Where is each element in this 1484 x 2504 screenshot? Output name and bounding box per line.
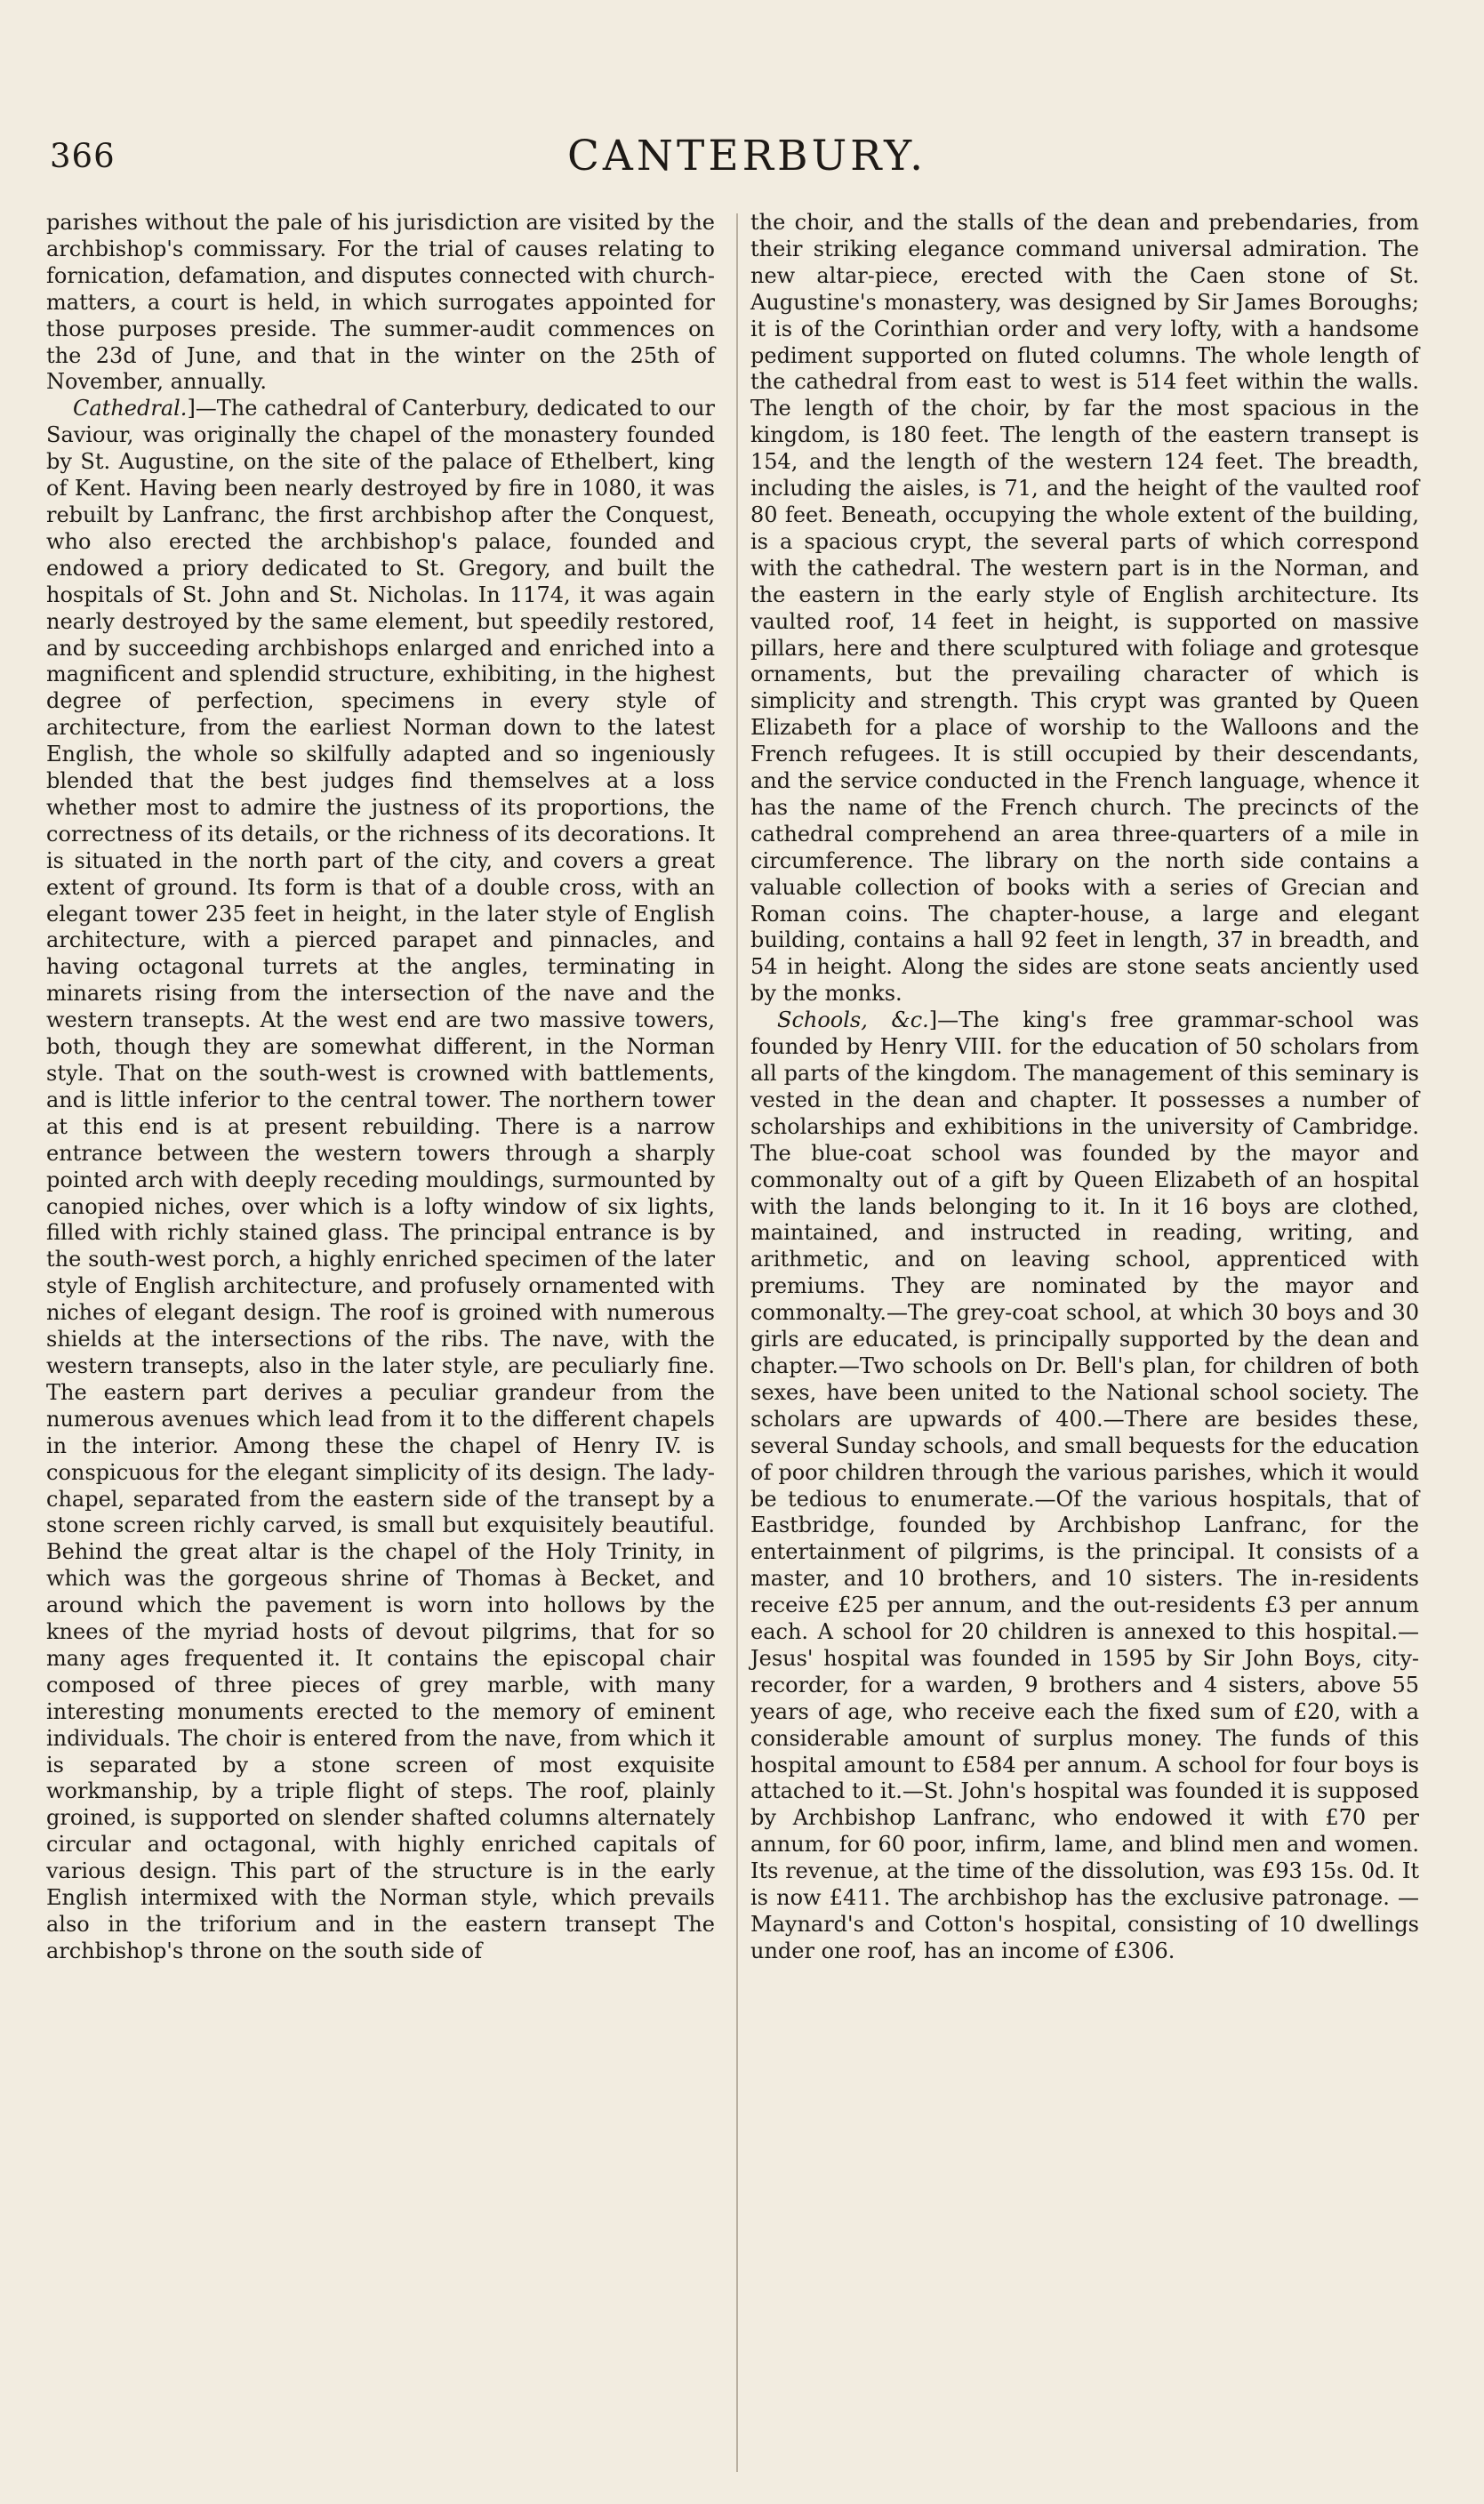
right-column (750, 210, 1419, 1965)
section-heading-schools: Schools, &c. (777, 1007, 929, 1033)
schools-text: ]—The king's free grammar-school was founded by Henry VIII. for the education of 50 scholars from all parts of the kingdom. The management of this seminary is vested in the dean and chapter. It possesses a number of scholarships and exhibitions in the university of Cambridge. The blue-coat school was founded by the mayor and commonalty out of a gift by Queen Elizabeth of an hospital with the lands belonging to it. In it 16 boys are clothed, maintained, and instructed in reading, writing, and arithmetic, and on leaving school, apprenticed with premiums. They are nominated by the mayor and commonalty.—The grey-coat school, at which 30 boys and 30 girls are educated, is principally supported by the dean and chapter.—Two schools on Dr. Bell's plan, for children of both sexes, have been united to the National school society. The scholars are upwards of 400.—There are besides these, several Sunday schools, and small bequests for the education of poor children through the various parishes, which it would be tedious to enumerate.—Of the various hospitals, that of Eastbridge, founded by Archbishop Lanfranc, for the entertainment of pilgrims, is the principal. It consists of a master, and 10 brothers, and 10 sisters. The in-residents receive £25 per annum, and the out-residents £3 per annum each. A school for 20 children is annexed to this hospital.—Jesus' hospital was founded in 1595 by Sir John Boys, city-recorder, for a warden, 9 brothers and 4 sisters, above 55 years of age, who receive each the fixed sum of £20, with a considerable amount of surplus money. The funds of this hospital amount to £584 per annum. A school for four boys is attached to it.—St. John's hospital was founded it is supposed by Archbishop Lanfranc, who endowed it with £70 per annum, for 60 poor, infirm, lame, and blind men and women. Its revenue, at the time of the dissolution, was £93 15s. 0d. It is now £411. The archbishop has the exclusive patronage. —Maynard's and Cotton's hospital, consisting of 10 dwellings under one roof, has an income of £306. (750, 1007, 1419, 1963)
paragraph-schools (750, 1007, 1419, 1965)
paragraph-choir: the choir, and the stalls of the dean and prebendaries, from their striking elegance command universal admiration. The new altar-piece, erected with the Caen stone of St. Augustine's monastery, was designed by Sir James Boroughs; it is of the Corinthian order and very lofty, with a handsome pediment supported on fluted columns. The whole length of the cathedral from east to west is 514 feet within the walls. The length of the choir, by far the most spacious in the kingdom, is 180 feet. The length of the eastern transept is 154, and the length of the western 124 feet. The breadth, including the aisles, is 71, and the height of the vaulted roof 80 feet. Beneath, occupying the whole extent of the building, is a spacious crypt, the several parts of which correspond with the cathedral. The western part is in the Norman, and the eastern in the early style of English architecture. Its vaulted roof, 14 feet in height, is supported on massive pillars, here and there sculptured with foliage and grotesque ornaments, but the prevailing character of which is simplicity and strength. This crypt was granted by Queen Elizabeth for a place of worship to the Walloons and the French refugees. It is still occupied by their descendants, and the service conducted in the French language, whence it has the name of the French church. The precincts of the cathedral comprehend an area three-quarters of a mile in circumference. The library on the north side contains a valuable collection of books with a series of Grecian and Roman coins. The chapter-house, a large and elegant building, contains a hall 92 feet in length, 37 in breadth, and 54 in height. Along the sides are stone seats anciently used by the monks. (750, 210, 1419, 1007)
page-header (44, 132, 1449, 185)
page-number: 366 (50, 137, 116, 175)
paragraph-cathedral (46, 396, 715, 1964)
column-divider (736, 213, 738, 2472)
paragraph-jurisdiction: parishes without the pale of his jurisdiction are visited by the archbishop's commissary. For the trial of causes relating to fornication, defamation, and disputes connected with church-matters, a court is held, in which surrogates appointed for those purposes preside. The summer-audit commences on the 23d of June, and that in the winter on the 25th of November, annually. (46, 210, 715, 395)
section-heading-cathedral: Cathedral. (73, 396, 188, 421)
left-column (46, 210, 715, 1965)
running-title: CANTERBURY. (566, 132, 927, 181)
cathedral-text: ]—The cathedral of Canterbury, dedicated to our Saviour, was originally the chapel of the monastery founded by St. Augustine, on the site of the palace of Ethelbert, king of Kent. Having been nearly destroyed by fire in 1080, it was rebuilt by Lanfranc, the first archbishop after the Conquest, who also erected the archbishop's palace, founded and endowed a priory dedicated to St. Gregory, and built the hospitals of St. John and St. Nicholas. In 1174, it was again nearly destroyed by the same element, but speedily restored, and by succeeding archbishops enlarged and enriched into a magnificent and splendid structure, exhibiting, in the highest degree of perfection, specimens in every style of architecture, from the earliest Norman down to the latest English, the whole so skilfully adapted and so ingeniously blended that the best judges find themselves at a loss whether most to admire the justness of its proportions, the correctness of its details, or the richness of its decorations. It is situated in the north part of the city, and covers a great extent of ground. Its form is that of a double cross, with an elegant tower 235 feet in height, in the later style of English architecture, with a pierced parapet and pinnacles, and having octagonal turrets at the angles, terminating in minarets rising from the intersection of the nave and the western transepts. At the west end are two massive towers, both, though they are somewhat different, in the Norman style. That on the south-west is crowned with battlements, and is little inferior to the central tower. The northern tower at this end is at present rebuilding. There is a narrow entrance between the western towers through a sharply pointed arch with deeply receding mouldings, surmounted by canopied niches, over which is a lofty window of six lights, filled with richly stained glass. The principal entrance is by the south-west porch, a highly enriched specimen of the later style of English architecture, and profusely ornamented with niches of elegant design. The roof is groined with numerous shields at the intersections of the ribs. The nave, with the western transepts, also in the later style, are peculiarly fine. The eastern part derives a peculiar grandeur from the numerous avenues which lead from it to the different chapels in the interior. Among these the chapel of Henry IV. is conspicuous for the elegant simplicity of its design. The lady-chapel, separated from the eastern side of the transept by a stone screen richly carved, is small but exquisitely beautiful. Behind the great altar is the chapel of the Holy Trinity, in which was the gorgeous shrine of Thomas à Becket, and around which the pavement is worn into hollows by the knees of the myriad hosts of devout pilgrims, that for so many ages frequented it. It contains the episcopal chair composed of three pieces of grey marble, with many interesting monuments erected to the memory of eminent individuals. The choir is entered from the nave, from which it is separated by a stone screen of most exquisite workmanship, by a triple flight of steps. The roof, plainly groined, is supported on slender shafted columns alternately circular and octagonal, with highly enriched capitals of various design. This part of the structure is in the early English intermixed with the Norman style, which prevails also in the triforium and in the eastern transept The archbishop's throne on the south side of (46, 396, 715, 1963)
